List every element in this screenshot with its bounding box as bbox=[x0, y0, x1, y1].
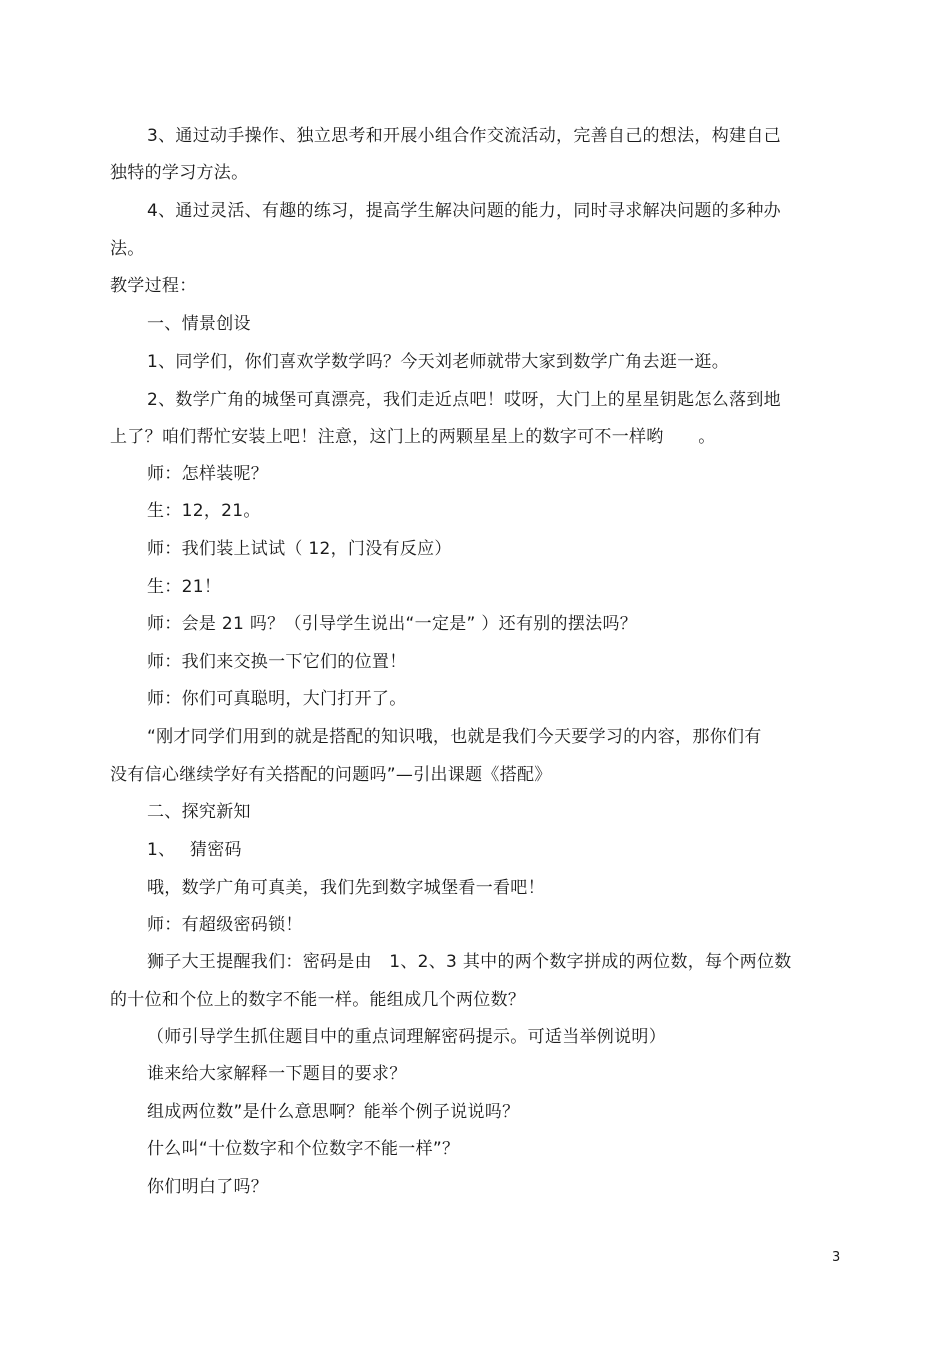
subsection-heading: 1、 猜密码 bbox=[147, 840, 242, 860]
section-heading: 一、情景创设 bbox=[147, 314, 251, 334]
paragraph-line: 谁来给大家解释一下题目的要求？ bbox=[147, 1064, 407, 1084]
dialogue-line: 师：我们装上试试（ 12，门没有反应） bbox=[147, 539, 452, 559]
paragraph-line: 狮子大王提醒我们：密码是由 1、2、3 其中的两个数字拼成的两位数，每个两位数 bbox=[147, 952, 792, 972]
dialogue-line: 生：12，21。 bbox=[147, 501, 261, 521]
dialogue-line: 生：21！ bbox=[147, 577, 222, 597]
paragraph-line: “刚才同学们用到的就是搭配的知识哦，也就是我们今天要学习的内容，那你们有 bbox=[147, 727, 762, 747]
section-heading: 教学过程： bbox=[110, 276, 197, 296]
section-heading: 二、探究新知 bbox=[147, 802, 251, 822]
dialogue-line: 师：会是 21 吗？（引导学生说出“一定是” ）还有别的摆法吗？ bbox=[147, 614, 638, 634]
dialogue-line: 师：怎样装呢？ bbox=[147, 464, 269, 484]
dialogue-line: 师：有超级密码锁！ bbox=[147, 915, 303, 935]
paragraph-line: 法。 bbox=[110, 239, 145, 259]
paragraph-line: 上了？咱们帮忙安装上吧！注意，这门上的两颗星星上的数字可不一样哟 。 bbox=[110, 427, 716, 447]
paragraph-line: 3、通过动手操作、独立思考和开展小组合作交流活动，完善自己的想法，构建自己 bbox=[147, 126, 781, 146]
page-number: 3 bbox=[832, 1250, 841, 1265]
paragraph-line: 独特的学习方法。 bbox=[110, 163, 249, 183]
paragraph-line: 什么叫“十位数字和个位数字不能一样”？ bbox=[147, 1139, 460, 1159]
paragraph-line: 的十位和个位上的数字不能一样。能组成几个两位数？ bbox=[110, 990, 526, 1010]
paragraph-line: 哦，数学广角可真美，我们先到数字城堡看一看吧！ bbox=[147, 878, 545, 898]
dialogue-line: 师：我们来交换一下它们的位置！ bbox=[147, 652, 407, 672]
dialogue-line: 师：你们可真聪明，大门打开了。 bbox=[147, 689, 407, 709]
paragraph-line: 组成两位数”是什么意思啊？能举个例子说说吗？ bbox=[147, 1102, 520, 1122]
paragraph-line: 没有信心继续学好有关搭配的问题吗”—引出课题《搭配》 bbox=[110, 765, 552, 785]
paragraph-line: （师引导学生抓住题目中的重点词理解密码提示。可适当举例说明） bbox=[147, 1027, 666, 1047]
paragraph-line: 4、通过灵活、有趣的练习，提高学生解决问题的能力，同时寻求解决问题的多种办 bbox=[147, 201, 781, 221]
paragraph-line: 1、同学们，你们喜欢学数学吗？今天刘老师就带大家到数学广角去逛一逛。 bbox=[147, 352, 730, 372]
paragraph-line: 2、数学广角的城堡可真漂亮，我们走近点吧！哎呀，大门上的星星钥匙怎么落到地 bbox=[147, 390, 781, 410]
paragraph-line: 你们明白了吗？ bbox=[147, 1177, 269, 1197]
